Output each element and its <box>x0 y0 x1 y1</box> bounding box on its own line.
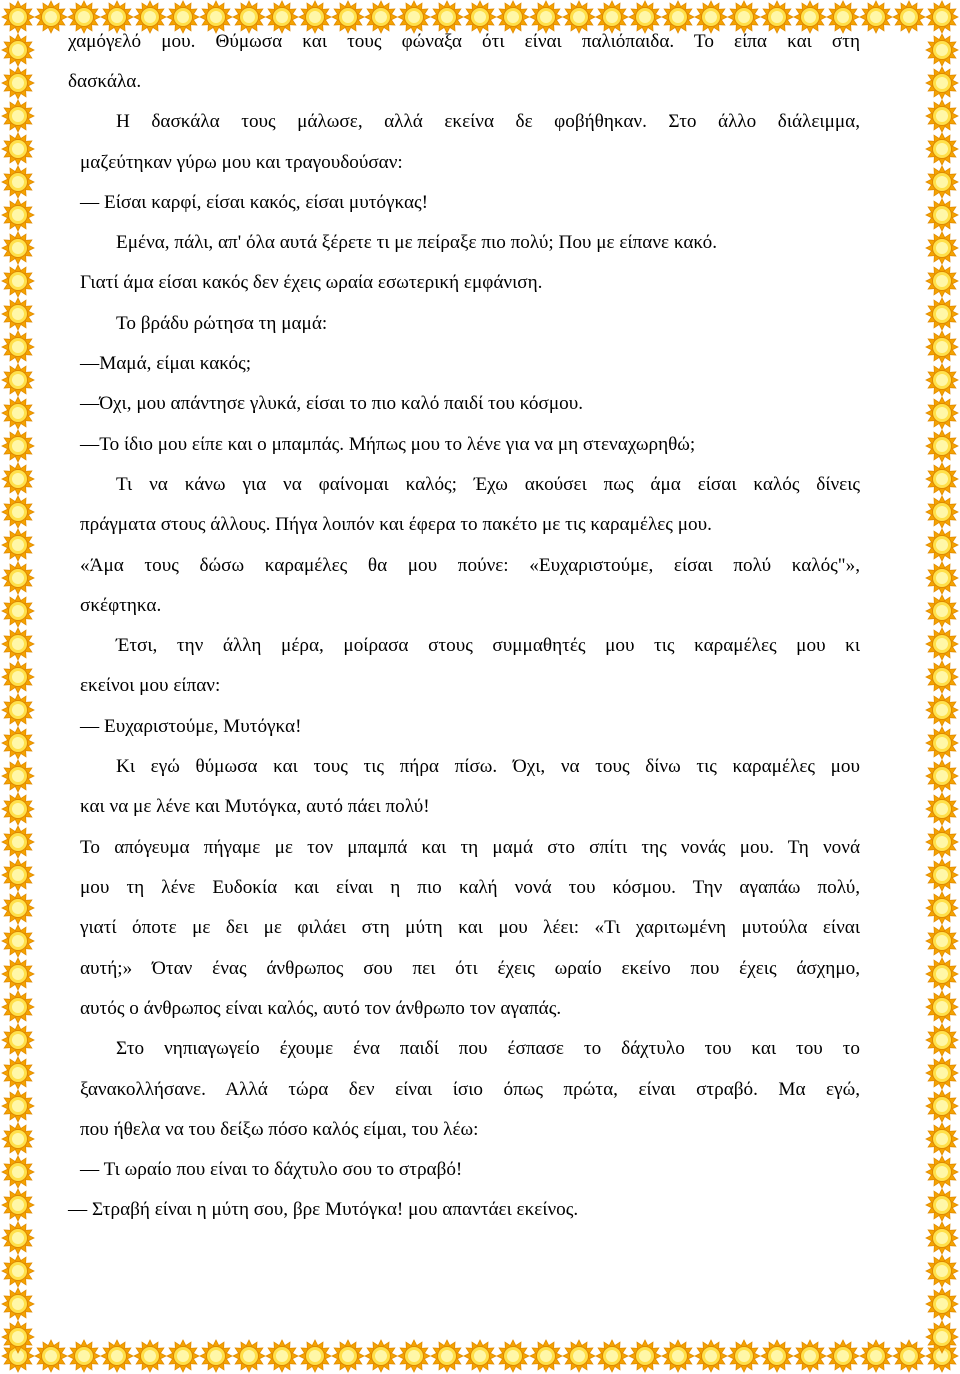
text-line: Τι να κάνω για να φαίνομαι καλός; Έχω ακούσει πως άμα είσαι καλός δίνεις <box>116 474 860 495</box>
sun-flower-icon <box>2 562 34 594</box>
text-line: Το απόγευμα πήγαμε με τον μπαμπά και τη μαμά στο σπίτι της νονάς μου. Τη νονά <box>80 837 860 858</box>
sun-flower-icon <box>926 67 958 99</box>
text-line: — Στραβή είναι η μύτη σου, βρε Μυτόγκα! μου απαντάει εκείνος. <box>68 1199 579 1220</box>
text-line: —Το ίδιο μου είπε και ο μπαμπάς. Μήπως μου το λένε για να μη στεναχωρηθώ; <box>80 434 696 455</box>
sun-flower-icon <box>365 1340 397 1372</box>
sun-flower-icon <box>563 1 595 33</box>
text-line: —Μαμά, είμαι κακός; <box>80 353 252 374</box>
sun-flower-icon <box>926 1 958 33</box>
sun-flower-icon <box>728 1 760 33</box>
sun-flower-icon <box>926 331 958 363</box>
sun-flower-icon <box>926 1024 958 1056</box>
sun-flower-icon <box>2 760 34 792</box>
sun-flower-icon <box>2 397 34 429</box>
sun-flower-icon <box>2 661 34 693</box>
sun-flower-icon <box>827 1 859 33</box>
sun-flower-icon <box>761 1 793 33</box>
sun-flower-icon <box>926 34 958 66</box>
sun-flower-icon <box>398 1 430 33</box>
sun-flower-icon <box>926 1288 958 1320</box>
sun-flower-icon <box>2 1288 34 1320</box>
sun-flower-icon <box>794 1340 826 1372</box>
sun-flower-icon <box>926 364 958 396</box>
sun-flower-icon <box>2 826 34 858</box>
sun-flower-icon <box>2 232 34 264</box>
sun-flower-icon <box>101 1340 133 1372</box>
text-line: αυτή;» Όταν ένας άνθρωπος σου πει ότι έχεις ωραίο εκείνο που έχεις άσχημο, <box>80 958 860 979</box>
sun-flower-icon <box>530 1 562 33</box>
sun-flower-icon <box>728 1340 760 1372</box>
sun-flower-icon <box>299 1 331 33</box>
sun-flower-icon <box>893 1340 925 1372</box>
sun-flower-icon <box>2 67 34 99</box>
sun-flower-icon <box>2 892 34 924</box>
sun-flower-icon <box>563 1340 595 1372</box>
sun-flower-icon <box>926 925 958 957</box>
sun-flower-icon <box>2 496 34 528</box>
sun-flower-icon <box>596 1340 628 1372</box>
sun-flower-icon <box>2 991 34 1023</box>
sun-flower-icon <box>629 1340 661 1372</box>
sun-flower-icon <box>497 1 529 33</box>
sun-flower-icon <box>926 1156 958 1188</box>
text-line: πράγματα στους άλλους. Πήγα λοιπόν και έφερα το πακέτο με τις καραμέλες μου. <box>80 514 712 535</box>
sun-flower-icon <box>926 397 958 429</box>
sun-flower-icon <box>926 133 958 165</box>
text-line: σκέφτηκα. <box>80 595 162 616</box>
sun-flower-icon <box>926 199 958 231</box>
text-line: αυτός ο άνθρωπος είναι καλός, αυτό τον άνθρωπο τον αγαπάς. <box>80 998 562 1019</box>
sun-flower-icon <box>2 1 34 33</box>
sun-flower-icon <box>827 1340 859 1372</box>
text-line: Γιατί άμα είσαι κακός δεν έχεις ωραία εσωτερική εμφάνιση. <box>80 272 543 293</box>
sun-flower-icon <box>2 430 34 462</box>
sun-flower-icon <box>431 1 463 33</box>
sun-flower-icon <box>2 529 34 561</box>
text-line: Στο νηπιαγωγείο έχουμε ένα παιδί που έσπασε το δάχτυλο του και του το <box>116 1038 860 1059</box>
sun-flower-icon <box>926 991 958 1023</box>
sun-flower-icon <box>629 1 661 33</box>
sun-flower-icon <box>2 958 34 990</box>
text-line: χαμόγελό μου. Θύμωσα και τους φώναξα ότι είναι παλιόπαιδα. Το είπα και στη <box>68 31 860 52</box>
text-line: Έτσι, την άλλη μέρα, μοίρασα στους συμμαθητές μου τις καραμέλες μου κι <box>116 635 860 656</box>
sun-flower-icon <box>134 1340 166 1372</box>
sun-flower-icon <box>266 1340 298 1372</box>
sun-flower-icon <box>2 1123 34 1155</box>
sun-flower-icon <box>35 1 67 33</box>
text-line: —Όχι, μου απάντησε γλυκά, είσαι το πιο καλό παιδί του κόσμου. <box>80 393 584 414</box>
sun-flower-icon <box>926 826 958 858</box>
text-line: ξανακολλήσανε. Αλλά τώρα δεν είναι ίσιο όπως πρώτα, είναι στραβό. Μα εγώ, <box>80 1079 860 1100</box>
sun-flower-icon <box>464 1 496 33</box>
sun-flower-icon <box>2 364 34 396</box>
sun-flower-icon <box>2 166 34 198</box>
sun-flower-icon <box>926 1189 958 1221</box>
sun-flower-icon <box>926 1255 958 1287</box>
sun-flower-icon <box>299 1340 331 1372</box>
text-line: «Άμα τους δώσω καραμέλες θα μου πούνε: «Ευχαριστούμε, είσαι πολύ καλός"», <box>80 555 860 576</box>
sun-flower-icon <box>167 1340 199 1372</box>
sun-flower-icon <box>662 1 694 33</box>
sun-flower-icon <box>2 133 34 165</box>
sun-flower-icon <box>2 628 34 660</box>
sun-flower-icon <box>233 1 265 33</box>
text-line: και να με λένε και Μυτόγκα, αυτό πάει πολύ! <box>80 796 430 817</box>
sun-flower-icon <box>497 1340 529 1372</box>
sun-flower-icon <box>926 1057 958 1089</box>
sun-flower-icon <box>695 1340 727 1372</box>
sun-flower-icon <box>926 1090 958 1122</box>
sun-flower-icon <box>761 1340 793 1372</box>
sun-flower-icon <box>266 1 298 33</box>
sun-flower-icon <box>530 1340 562 1372</box>
text-line: Το βράδυ ρώτησα τη μαμά: <box>116 313 328 334</box>
sun-flower-icon <box>68 1 100 33</box>
sun-flower-icon <box>2 265 34 297</box>
sun-flower-icon <box>926 1222 958 1254</box>
sun-flower-icon <box>926 265 958 297</box>
sun-flower-icon <box>2 199 34 231</box>
sun-flower-icon <box>101 1 133 33</box>
sun-flower-icon <box>2 1189 34 1221</box>
sun-flower-icon <box>926 298 958 330</box>
sun-flower-icon <box>926 727 958 759</box>
sun-flower-icon <box>926 1123 958 1155</box>
sun-flower-icon <box>2 100 34 132</box>
sun-flower-icon <box>68 1340 100 1372</box>
sun-flower-icon <box>431 1340 463 1372</box>
sun-flower-icon <box>2 1222 34 1254</box>
sun-flower-icon <box>860 1340 892 1372</box>
sun-flower-icon <box>926 793 958 825</box>
sun-flower-icon <box>2 925 34 957</box>
sun-flower-icon <box>233 1340 265 1372</box>
sun-flower-icon <box>926 661 958 693</box>
sun-flower-icon <box>926 628 958 660</box>
sun-flower-icon <box>2 1156 34 1188</box>
sun-flower-icon <box>695 1 727 33</box>
sun-flower-icon <box>365 1 397 33</box>
sun-flower-icon <box>926 496 958 528</box>
sun-flower-icon <box>926 529 958 561</box>
sun-flower-icon <box>2 331 34 363</box>
sun-flower-icon <box>167 1 199 33</box>
sun-flower-icon <box>662 1340 694 1372</box>
text-line: — Τι ωραίο που είναι το δάχτυλο σου το στραβό! <box>80 1159 463 1180</box>
sun-flower-icon <box>926 595 958 627</box>
sun-flower-icon <box>926 463 958 495</box>
text-line: Κι εγώ θύμωσα και τους τις πήρα πίσω. Όχι, να τους δίνω τις καραμέλες μου <box>116 756 860 777</box>
sun-flower-icon <box>2 1057 34 1089</box>
sun-flower-icon <box>332 1340 364 1372</box>
sun-flower-icon <box>926 232 958 264</box>
sun-flower-icon <box>200 1 232 33</box>
text-line: μου τη λένε Ευδοκία και είναι η πιο καλή νονά του κόσμου. Την αγαπάω πολύ, <box>80 877 860 898</box>
sun-flower-icon <box>2 595 34 627</box>
text-line: — Ευχαριστούμε, Μυτόγκα! <box>80 716 302 737</box>
sun-flower-icon <box>2 694 34 726</box>
sun-flower-icon <box>926 958 958 990</box>
sun-flower-icon <box>2 1255 34 1287</box>
sun-flower-icon <box>926 562 958 594</box>
sun-flower-icon <box>2 298 34 330</box>
sun-flower-icon <box>134 1 166 33</box>
sun-flower-icon <box>2 1090 34 1122</box>
text-line: δασκάλα. <box>68 71 142 92</box>
sun-flower-icon <box>2 34 34 66</box>
sun-flower-icon <box>596 1 628 33</box>
text-line: που ήθελα να του δείξω πόσο καλός είμαι, του λέω: <box>80 1119 479 1140</box>
sun-flower-icon <box>200 1340 232 1372</box>
text-line: Εμένα, πάλι, απ' όλα αυτά ξέρετε τι με πείραξε πιο πολύ; Που με είπανε κακό. <box>116 232 718 253</box>
sun-flower-icon <box>893 1 925 33</box>
sun-flower-icon <box>926 100 958 132</box>
sun-flower-icon <box>794 1 826 33</box>
sun-flower-icon <box>926 166 958 198</box>
text-line: Η δασκάλα τους μάλωσε, αλλά εκείνα δε φοβήθηκαν. Στο άλλο διάλειμμα, <box>116 111 860 132</box>
text-line: — Είσαι καρφί, είσαι κακός, είσαι μυτόγκας! <box>80 192 429 213</box>
sun-flower-icon <box>926 694 958 726</box>
sun-flower-icon <box>2 793 34 825</box>
sun-flower-icon <box>926 892 958 924</box>
text-line: γιατί όποτε με δει με φιλάει στη μύτη και μου λέει: «Τι χαριτωμένη μυτούλα είναι <box>80 917 860 938</box>
sun-flower-icon <box>2 1024 34 1056</box>
sun-flower-icon <box>926 859 958 891</box>
sun-flower-icon <box>2 463 34 495</box>
sun-flower-icon <box>926 430 958 462</box>
sun-flower-icon <box>332 1 364 33</box>
sun-flower-icon <box>464 1340 496 1372</box>
sun-flower-icon <box>2 727 34 759</box>
text-line: εκείνοι μου είπαν: <box>80 675 221 696</box>
sun-flower-icon <box>35 1340 67 1372</box>
sun-flower-icon <box>860 1 892 33</box>
sun-flower-icon <box>926 760 958 792</box>
sun-flower-icon <box>2 859 34 891</box>
sun-flower-icon <box>398 1340 430 1372</box>
text-line: μαζεύτηκαν γύρω μου και τραγουδούσαν: <box>80 152 403 173</box>
